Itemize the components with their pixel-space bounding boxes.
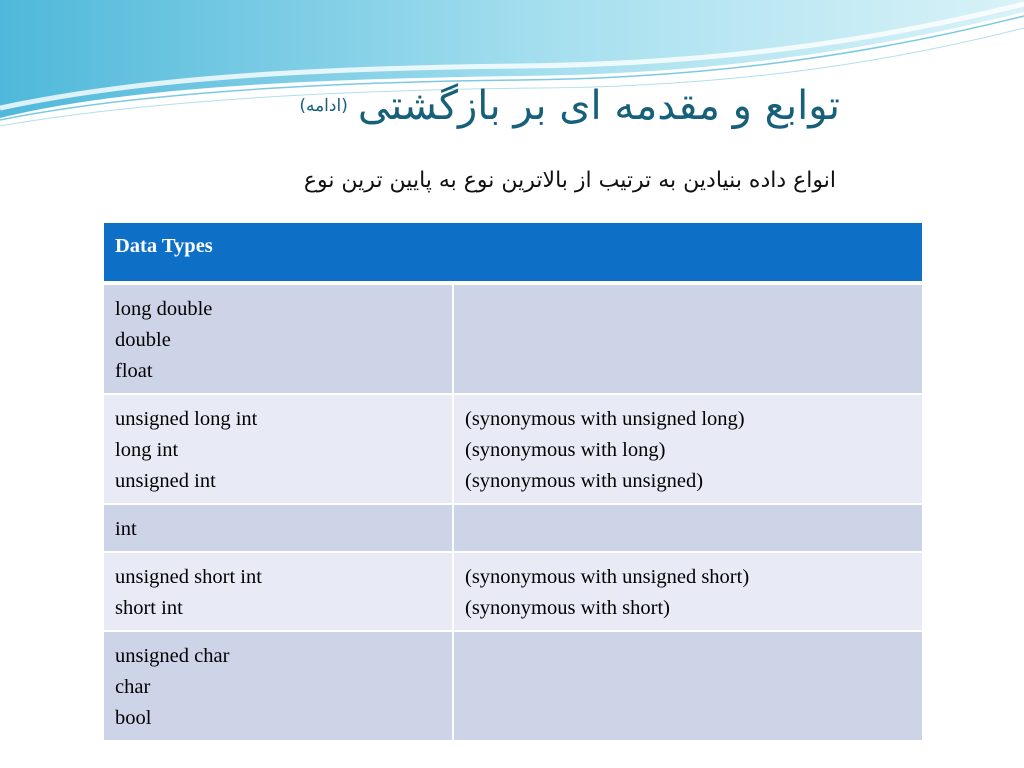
type-name: char [115,676,151,698]
type-name: float [115,360,153,382]
note-cell [453,283,923,394]
data-types-table [102,221,924,742]
note-cell [453,394,923,504]
note-cell [453,504,923,552]
type-name: unsigned int [115,470,216,492]
type-name: unsigned short int [115,566,262,588]
type-cell [103,552,453,631]
title-suffix: (ادامه) [299,96,348,116]
type-cell [103,283,453,394]
table-row [103,283,923,394]
table-row [103,552,923,631]
slide-subtitle: انواع داده بنیادین به ترتیب از بالاترین نوع به پایین ترین نوع [303,168,836,193]
title-main: توابع و مقدمه ای بر بازگشتی [357,83,840,129]
type-name: long double [115,298,213,320]
type-note: (synonymous with long) [465,439,666,461]
type-note: (synonymous with unsigned short) [465,566,750,588]
type-name: bool [115,707,152,729]
note-cell [453,631,923,741]
type-note: (synonymous with unsigned) [465,470,704,492]
table-row [103,631,923,741]
table-header-row [103,222,923,283]
type-cell [103,504,453,552]
table-row [103,394,923,504]
type-name: unsigned char [115,645,230,667]
slide-title [0,76,840,134]
type-cell [103,631,453,741]
type-name: int [115,518,137,540]
type-name: short int [115,597,183,619]
type-note: (synonymous with short) [465,597,670,619]
table-header-cell: Data Types [103,222,923,283]
type-cell [103,394,453,504]
type-note: (synonymous with unsigned long) [465,408,745,430]
type-name: double [115,329,171,351]
type-name: long int [115,439,179,461]
type-name: unsigned long int [115,408,258,430]
table-row [103,504,923,552]
note-cell [453,552,923,631]
